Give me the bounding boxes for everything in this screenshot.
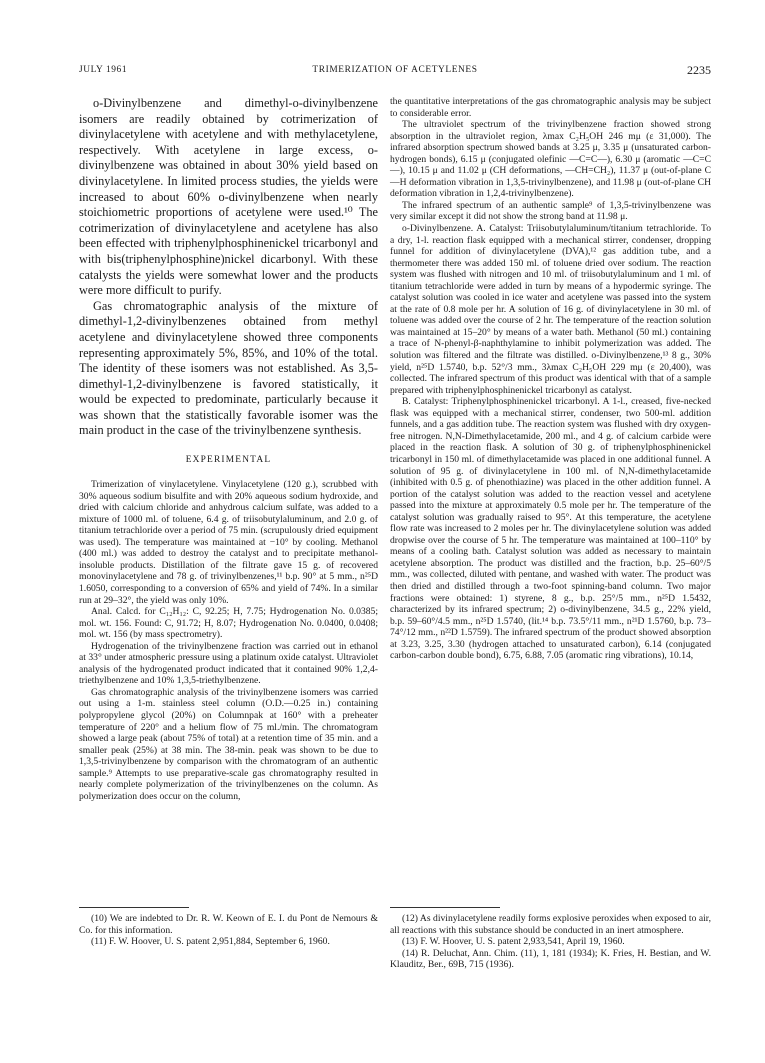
header-title: TRIMERIZATION OF ACETYLENES — [312, 65, 478, 75]
body-paragraph: The infrared spectrum of an authentic sample⁹ of 1,3,5-trivinylbenzene was very similar except it did not show the strong band at 11.98 μ. — [390, 199, 711, 223]
experimental-paragraph: Gas chromatographic analysis of the trivinylbenzene isomers was carried out using a 1-m. stainless steel column (O.D.—0.25 in.) containing polypropylene glycol (20%) on Columnpak at 160° with a preheater temperature of 220° and a helium flow of 75 ml./min. The chromatogram showed a large peak (about 75% of total) at a retention time of 35 min. and a smaller peak (25%) at 38 min. The 38-min. peak was shown to be due to 1,3,5-trivinylbenzene by comparison with the chromatogram of an authentic sample.⁹ Attempts to use preparative-scale gas chromatography resulted in nearly complete polymerization of the trivinylbenzenes on the column. As polymerization does occur on the column, — [79, 686, 378, 802]
right-column — [390, 96, 711, 662]
body-paragraph: The ultraviolet spectrum of the trivinylbenzene fraction showed strong absorption in the ultraviolet region, λmax C₂H₅OH 246 mμ (ε 31,000). The infrared absorption spectrum showed bands at 3.25 μ, 3.35 μ (unsaturated carbon-hydrogen bonds), 6.15 μ (conjugated olefinic —C=C—), 6.30 μ (aromatic —C=C—), 10.15 μ and 11.02 μ (CH deformations, —CH=CH₂), 11.37 μ (out-of-plane C—H deformation vibration in 1,3,5-trivinylbenzene), and 11.98 μ (out-of-plane CH deformation vibration in 1,2,4-trivinylbenzene). — [390, 119, 711, 200]
experimental-paragraph: Trimerization of vinylacetylene. Vinylacetylene (120 g.), scrubbed with 30% aqueous sodium bisulfite and with 20% aqueous sodium hydroxide, and dried with calcium chloride and anhydrous calcium sulfate, was added to a mixture of 1000 ml. of toluene, 6.4 g. of triisobutylaluminum, and 2.0 g. of titanium tetrachloride over a period of 75 min. (scrupulously dried equipment was used). The temperature was maintained at −10° by cooling. Methanol (400 ml.) was added to destroy the catalyst and to precipitate methanol-insoluble products. Distillation of the filtrate gave 15 g. of recovered monovinylacetylene and 78 g. of trivinylbenzenes,¹¹ b.p. 90° at 5 mm., n²⁵D 1.6050, corresponding to a conversion of 65% and yield of 74%. In a similar run at 29–32°, the yield was only 10%. — [79, 479, 378, 606]
footnote: (13) F. W. Hoover, U. S. patent 2,933,541, April 19, 1960. — [402, 936, 625, 948]
running-header — [79, 65, 711, 79]
intro-paragraph: Gas chromatographic analysis of the mixture of dimethyl-1,2-divinylbenzenes obtained from methyl acetylene and divinylacetylene showed three components representing approximately 5%, 85%, and 10% of the total. The identity of these isomers was not established. As 3,5-dimethyl-1,2-divinylbenzene is favored statistically, it would be expected to predominate, particularly because it was shown that the statistically favorable isomer was the main product in the case of the trivinylbenzene synthesis. — [79, 298, 378, 438]
footnote-divider — [390, 907, 500, 908]
intro-paragraph: o-Divinylbenzene and dimethyl-o-divinylbenzene isomers are readily obtained by cotrimerization of divinylacetylene with acetylene and with methylacetylene, respectively. With acetylene in large excess, o-divinylbenzene was obtained in about 30% yield based on divinylacetylene. In limited process studies, the yields were increased to about 60% o-divinylbenzene when nearly stoichiometric proportions of acetylene were used.¹⁰ The cotrimerization of divinylacetylene and acetylene has also been effected with triphenylphosphinenickel tricarbonyl and with bis(triphenylphosphine)nickel dicarbonyl. With these catalysts the yields were somewhat lower and the products were more difficult to purify. — [79, 96, 378, 298]
intro-text — [79, 96, 378, 439]
experimental-text — [79, 479, 378, 802]
experimental-paragraph: Hydrogenation of the trivinylbenzene fraction was carried out in ethanol at 33° under atmospheric pressure using a platinum oxide catalyst. Ultraviolet analysis of the hydrogenated product indicated that it contained 90% 1,2,4-triethylbenzene and 10% 1,3,5-triethylbenzene. — [79, 640, 378, 687]
left-column — [79, 96, 378, 802]
page-number: 2235 — [687, 63, 711, 77]
body-paragraph: the quantitative interpretations of the gas chromatographic analysis may be subject to considerable error. — [390, 96, 711, 119]
section-heading-experimental: EXPERIMENTAL — [185, 455, 272, 466]
experimental-paragraph: Anal. Calcd. for C₁₂H₁₂: C, 92.25; H, 7.75; Hydrogenation No. 0.0385; mol. wt. 156. Found: C, 91.72; H, 8.07; Hydrogenation No. 0.0400, 0.0408; mol. wt. 156 (by mass spectrometry). — [79, 606, 378, 641]
footnote: (12) As divinylacetylene readily forms explosive peroxides when exposed to air, all reactions with this substance should be conducted in an inert atmosphere. — [390, 913, 711, 936]
header-date: JULY 1961 — [79, 65, 128, 75]
footnote-divider — [79, 907, 189, 908]
footnote: (11) F. W. Hoover, U. S. patent 2,951,884, September 6, 1960. — [91, 936, 330, 948]
body-paragraph: B. Catalyst: Triphenylphosphinenickel tricarbonyl. A 1-l., creased, five-necked flask was equipped with a mechanical stirrer, condenser, two 500-ml. addition funnels, and a gas addition tube. The reaction system was flushed with dry oxygen-free nitrogen. N,N-Dimethylacetamide, 200 ml., and 4 g. of calcium carbide were placed in the reaction flask. A solution of 30 g. of triphenylphosphinenickel tricarbonyl in 150 ml. of dimethylacetamide was placed in one additional funnel. A solution of 95 g. of divinylacetylene in 100 ml. of N,N-dimethylacetamide (inhibited with 0.5 g. of phenothiazine) was placed in the other addition funnel. A portion of the catalyst solution was added to the reaction vessel and acetylene passed into the mixture at approximately 0.5 mole per hr. The temperature of the catalyst solution was gradually raised to 95°. At this temperature, the acetylene flow rate was increased to 2 moles per hr. The divinylacetylene solution was added dropwise over the course of 5 hr. The temperature was maintained at 100–110° by means of a cooling bath. Catalyst solution was added as necessary to maintain acetylene absorption. The product was distilled and the fraction, b.p. 25–60°/5 mm., was collected, diluted with pentane, and washed with water. The product was then dried and distilled through a two-foot spinning-band column. Two major fractions were obtained: 1) styrene, 8 g., b.p. 25°/5 mm., n²⁵D 1.5432, characterized by its infrared spectrum; 2) o-divinylbenzene, 34.5 g., 22% yield, b.p. 59–60°/4.5 mm., n²⁵D 1.5740, (lit.¹⁴ b.p. 73.5°/11 mm., n²¹D 1.5760, b.p. 73–74°/12 mm., n²²D 1.5759). The infrared spectrum of the product showed absorption at 3.23, 3.25, 3.30 (hydrogen attached to unsaturated carbon), 6.14 (conjugated carbon-carbon double bond), 6.75, 6.88, 7.05 (aromatic ring vibrations), 10.14, — [390, 396, 711, 662]
footnotes-right — [390, 913, 711, 971]
body-paragraph: o-Divinylbenzene. A. Catalyst: Triisobutylaluminum/titanium tetrachloride. To a dry, 1-l. reaction flask equipped with a mechanical stirrer, condenser, dropping funnel for addition of divinylacetylene (DVA),¹² gas addition tube, and a thermometer there was added 150 ml. of toluene dried over sodium. The reaction system was flushed with nitrogen and 10 ml. of triisobutylaluminum and 1 ml. of titanium tetrachloride were added in turn by means of a hypodermic syringe. The catalyst solution was cooled in ice water and acetylene was passed into the system at the rate of 0.8 mole per hr. A solution of 16 g. of divinylacetylene in 30 ml. of toluene was added over the course of 2 hr. The temperature of the reaction solution was maintained at 15–20° by means of a water bath. Methanol (50 ml.) containing a trace of N-phenyl-β-naphthylamine to inhibit polymerization was added. The solution was filtered and the filtrate was distilled. o-Divinylbenzene,¹³ 8 g., 30% yield, n²⁵D 1.5740, b.p. 52°/3 mm., 3λmax C₂H₅OH 229 mμ (ε 20,400), was collected. The infrared spectrum of this product was identical with that of a sample prepared with triphenylphosphinenickel tricarbonyl as catalyst. — [390, 223, 711, 396]
footnotes-left — [79, 913, 378, 948]
footnote: (14) R. Deluchat, Ann. Chim. (11), 1, 181 (1934); K. Fries, H. Bestian, and W. Klauditz, Ber., 69B, 715 (1936). — [390, 947, 711, 971]
footnote: (10) We are indebted to Dr. R. W. Keown of E. I. du Pont de Nemours & Co. for this information. — [79, 913, 378, 936]
